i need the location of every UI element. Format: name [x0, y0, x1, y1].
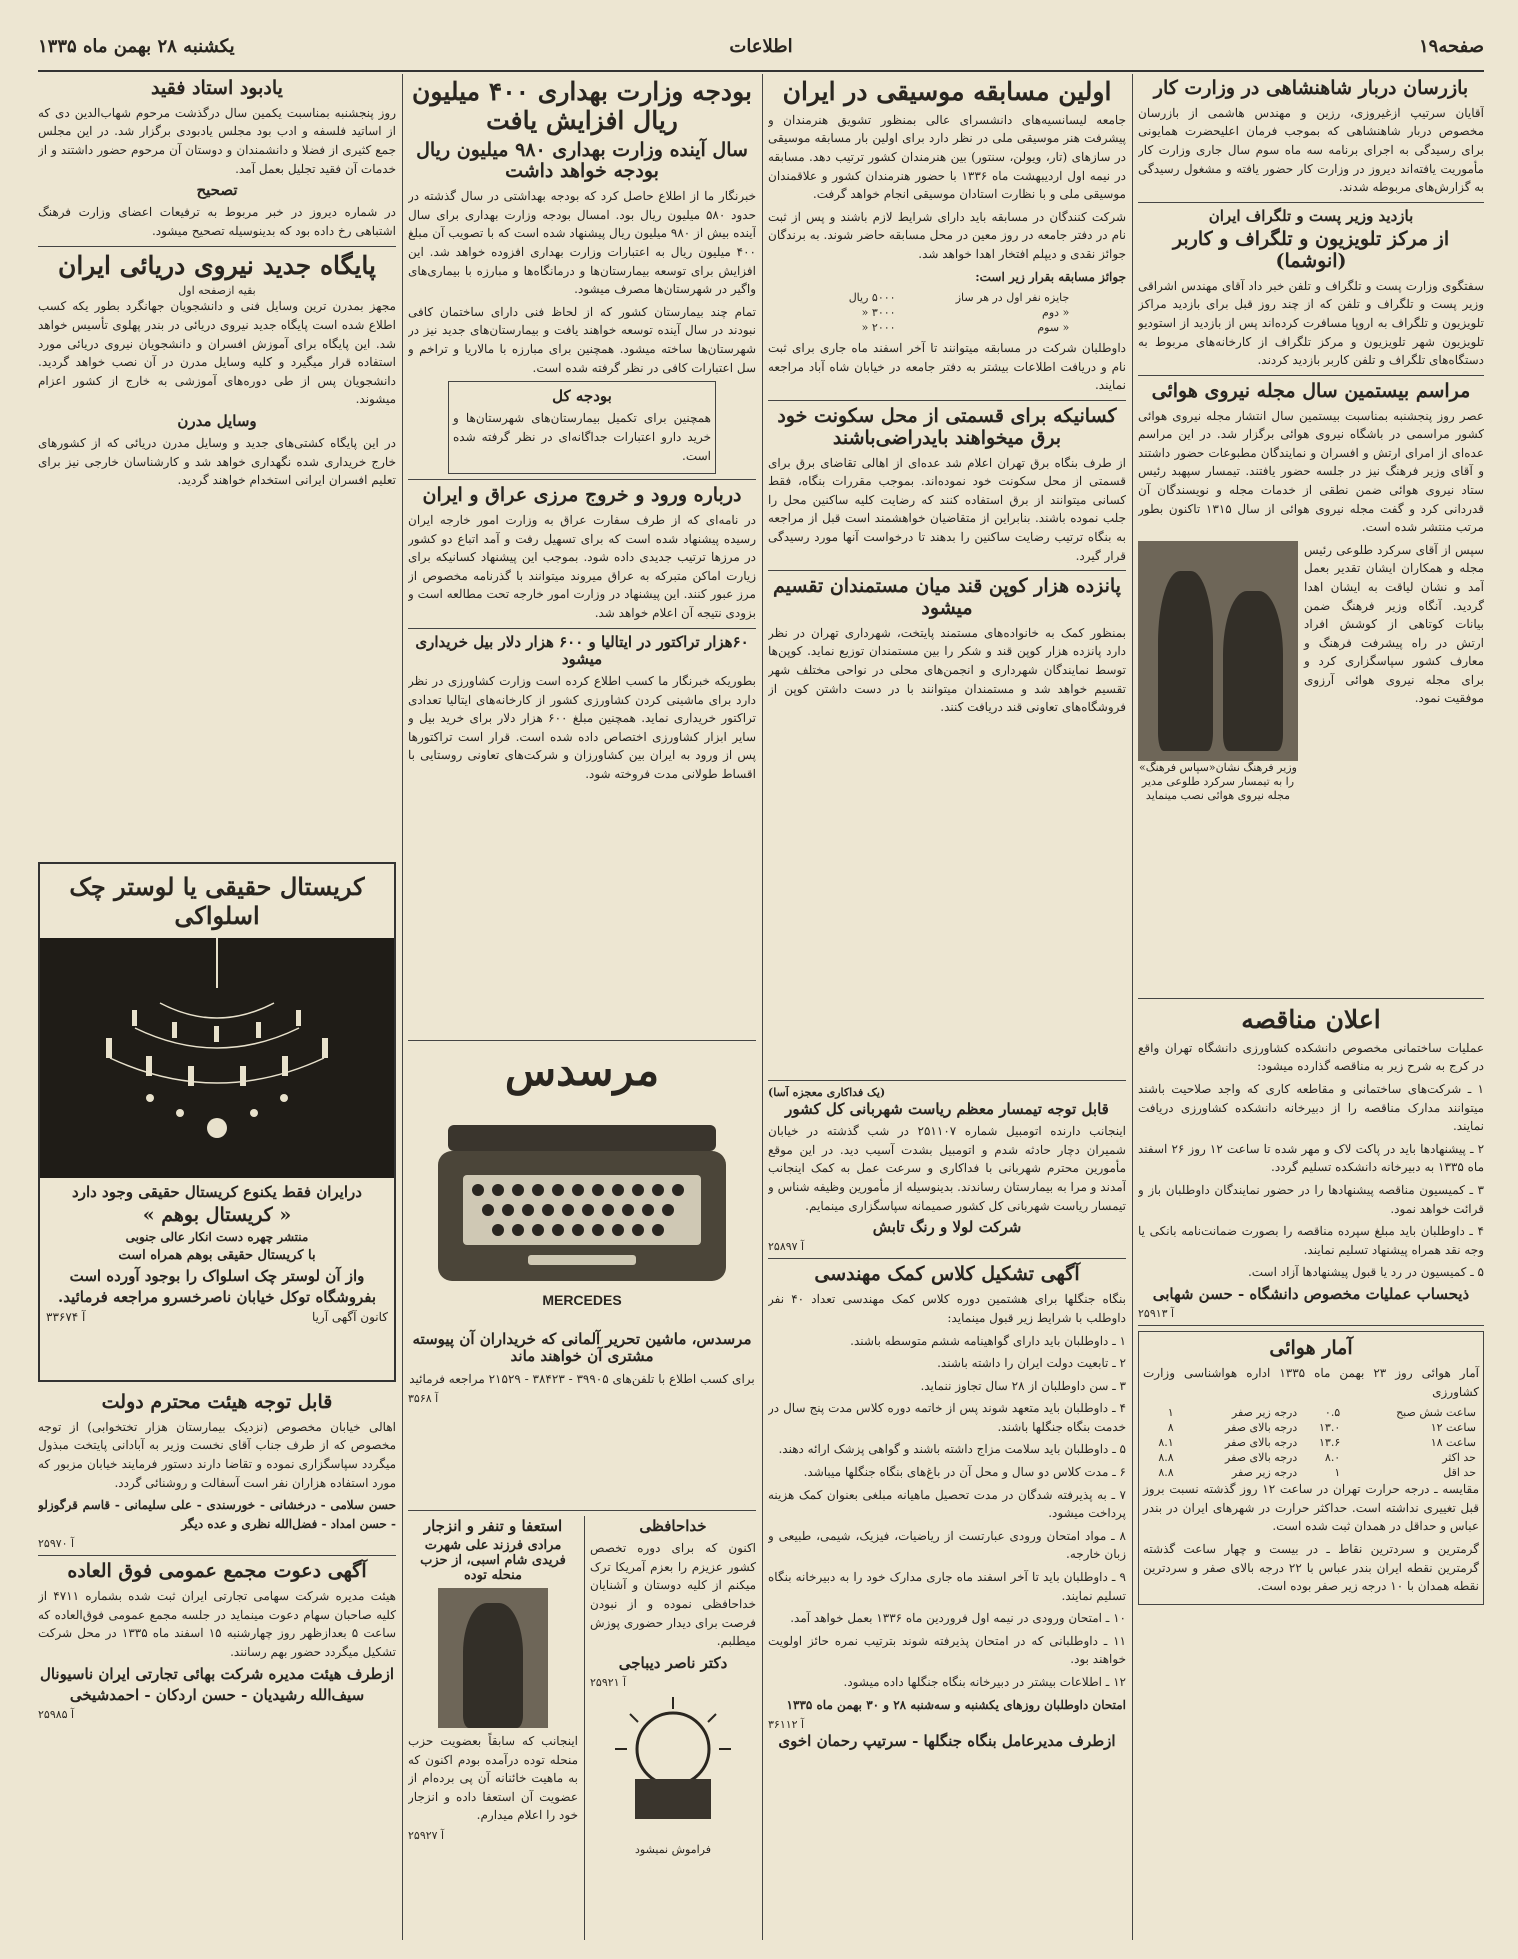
notice-body: هیئت مدیره شرکت سهامی تجارتی ایران ثبت شده بشماره ۴۷۱۱ از کلیه صاحبان سهام دعوت مینماید در جلسه مجمع عمومی فوق‌العاده که ساعت ۵ بعدازظهر روز چهارشنبه ۱۵ اسفند ماه ۱۳۳۵ در محل شرکت تشکیل میگردد حضور بهم رسانند.	[38, 1589, 396, 1660]
prize-row: جایزه نفر اول در هر ساز ۵۰۰۰ ریال	[848, 291, 1070, 305]
column-2-top	[768, 76, 1126, 1076]
tender-item: ۵ ـ کمیسیون در رد یا قبول پیشنهادها آزاد است.	[1247, 1265, 1484, 1280]
notice-title: قابل توجه هیئت محترم دولت	[101, 1391, 333, 1413]
column-4-top	[38, 76, 396, 856]
weather-row: ساعت ۱۸ ۱۳.۶ درجه بالای صفر ۸.۱	[1158, 1436, 1476, 1450]
ad-ref: آ ۲۵۹۱۳	[1138, 1307, 1175, 1321]
article-body: عصر روز پنجشنبه بمناسبت بیستمین سال انتشار مجله نیروی هوائی کشور مراسمی در باشگاه نیروی هوائی برگزار شد. در این مراسم عده‌ای از امرای ارتش و افسران و نمایندگان مطبوعات حضور داشتند و آقای وزیر فرهنگ نیز در جلسه حضور یافتند. تیمسار سپهبد رئیس ستاد نیروی هوائی ضمن نطقی از خدمات مجله و نویسندگان آن قدردانی کرد و گفت مجله نیروی هوائی از سال ۱۳۱۵ تاکنون بطور مرتب منتشر شده است.	[1138, 408, 1484, 535]
article-body: تمام چند بیمارستان کشور که از لحاظ فنی دارای ساختمان کافی نبودند در سال آینده توسعه خواهند یافت و بیمارستان‌های جدید نیز در شهرستان‌ها ساخته میشود. همچنین برای مبارزه با مالاریا و تراخم و سل اعتبارات کافی در نظر گرفته شده است.	[408, 304, 756, 375]
portrait-photo	[438, 1588, 548, 1728]
column-rule	[584, 1516, 585, 1940]
column-rule	[402, 74, 403, 1940]
divider	[38, 246, 396, 247]
emblem-icon	[590, 1689, 756, 1839]
article-body: در این پایگاه کشتی‌های جدید و وسایل مدرن دریائی که از کشورهای خارج خریداری شده نگهداری خواهد شد و کارشناسان خارجی نیز برای تعلیم افسران ایرانی استخدام خواهند گردید.	[38, 436, 396, 488]
ad-item: ۹ ـ داوطلبان باید تا آخر اسفند ماه جاری مدارک خود را به دبیرخانه بنگاه تسلیم نمایند.	[768, 1570, 1126, 1603]
ad-item: ۱۱ ـ داوطلبانی که در امتحان پذیرفته شوند بترتیب نمره حائز اولویت خواهند بود.	[768, 1633, 1126, 1667]
resignation-ad	[408, 1516, 578, 1940]
ad-signature: ازطرف مدیرعامل بنگاه جنگلها - سرتیپ رحمان اخوی	[778, 1732, 1116, 1751]
article-title: مراسم بیستمین سال مجله نیروی هوائی	[1151, 379, 1471, 402]
chandelier-illustration	[40, 938, 394, 1178]
crystal-text: منتشر چهره دست انکار عالی جنوبی	[125, 1230, 309, 1245]
weather-intro: آمار هوائی روز ۲۳ بهمن ماه ۱۳۳۵ اداره هواشناسی وزارت کشاورزی	[1143, 1365, 1479, 1399]
weather-row: حد اقل ۱ درجه زیر صفر ۸.۸	[1158, 1466, 1476, 1480]
article-title: بازدید وزیر پست و تلگراف ایران	[1208, 206, 1414, 225]
correction-title: تصحیح	[196, 181, 238, 200]
ad-item: ۸ ـ مواد امتحان ورودی عبارتست از ریاضیات، فیزیک، شیمی، طبیعی و زبان خارجه.	[768, 1528, 1126, 1562]
article-title: کسانیکه برای قسمتی از محل سکونت خود برق میخواهند بایدراضی‌باشند	[777, 404, 1117, 449]
notice-signature: شرکت لولا و رنگ تابش	[872, 1218, 1022, 1237]
article-title: بازرسان دربار شاهنشاهی در وزارت کار	[1153, 77, 1469, 99]
divider	[768, 1258, 1126, 1259]
tender-title: اعلان مناقصه	[1241, 1005, 1381, 1034]
section-rule	[768, 1080, 1126, 1081]
box-title: بودجه کل	[552, 387, 612, 406]
weather-box	[1138, 1331, 1484, 1605]
article-subhead: سال آینده وزارت بهداری ۹۸۰ میلیون ریال بودجه خواهد داشت	[416, 138, 748, 183]
ad-item: ۶ ـ مدت کلاس دو سال و محل آن در باغ‌های بنگاه جنگلها میباشد.	[803, 1465, 1126, 1480]
photo-caption: وزیر فرهنگ نشان«سپاس فرهنگ» را به تیمسار سرکرد طلوعی مدیر مجله نیروی هوائی نصب مینماید	[1139, 760, 1297, 803]
page-number: صفحه۱۹	[1418, 36, 1484, 57]
crystal-store: بفروشگاه توکل خیابان ناصرخسرو مراجعه فرمائید.	[57, 1288, 377, 1307]
article-title: درباره ورود و خروج مرزی عراق و ایران	[422, 484, 742, 507]
correction-body: در شماره دیروز در خبر مربوط به ترفیعات اعضای وزارت فرهنگ اشتباهی رخ داده بود که بدینوسیله تصحیح میشود.	[38, 205, 396, 239]
weather-table	[1143, 1405, 1479, 1480]
column-rule	[762, 74, 763, 1940]
article-subhead: وسایل مدرن	[177, 411, 257, 430]
paper-name: اطلاعات	[729, 36, 793, 57]
article-body: روز پنجشنبه بمناسبت یکمین سال درگذشت مرحوم شهاب‌الدین دی که از اساتید فلسفه و ادب بود مجلس یادبودی برگزار شد. در این مجلس جمع کثیری از فضلا و دانشمندان و دوستان آن مرحوم حضور داشتند و از خدمات آن فقید تجلیل بعمل آمد.	[38, 105, 396, 176]
crystal-text: واز آن لوستر چک اسلواک را بوجود آورده است	[69, 1266, 365, 1285]
ad-item: ۲ ـ تابعیت دولت ایران را داشته باشند.	[937, 1356, 1126, 1371]
issue-date: یکشنبه ۲۸ بهمن ماه ۱۳۳۵	[38, 36, 235, 57]
ad-ref: آ ۲۵۹۷۰	[38, 1537, 75, 1551]
spacebar	[528, 1255, 636, 1265]
budget-box	[448, 381, 716, 474]
doctor-name: دکتر ناصر دیباجی	[618, 1653, 728, 1672]
prize-table	[822, 290, 1073, 335]
ad-item: ۳ ـ سن داوطلبان از ۲۸ سال تجاوز ننماید.	[920, 1378, 1126, 1393]
weather-row: حد اکثر ۸.۰ درجه بالای صفر ۸.۸	[1158, 1451, 1476, 1465]
continued-label: بقیه ازصفحه اول	[178, 284, 256, 298]
farewell-body: اکنون که برای دوره تخصص کشور عزیزم را بعزم آمریکا ترک میکنم از کلیه دوستان و آشنایان خداحافظی نموده و از نبودن فرصت برای دیدار حضوری پوزش میطلبم.	[590, 1541, 756, 1649]
ad-item: ۴ ـ داوطلبان باید متعهد شوند پس از خاتمه دوره کلاس مدت پنج سال در خدمت بنگاه جنگلها باشند.	[768, 1401, 1126, 1434]
article-subtitle: از مرکز تلویزیون و تلگراف و کاربر (انوشما)	[1172, 228, 1450, 272]
article-title: یادبود استاد فقید	[151, 77, 283, 99]
mercedes-brand: مرسدس	[504, 1046, 660, 1095]
mercedes-tagline: مرسدس، ماشین تحریر آلمانی که خریداران آن پیوسته مشتری آن خواهند ماند	[412, 1330, 752, 1366]
article-body: از طرف بنگاه برق تهران اعلام شد عده‌ای از اهالی تقاضای برق برای قسمتی از محل سکونت خود نموده‌اند. بموجب مقررات بنگاه، فقط کسانی میتوانند از برق استفاده کنند که رضایت کلیه ساکنین محل را جلب نموده باشند. بنابراین از متقاضیان خواهشمند است قبل از مراجعه به بنگاه ترتیب رضایت ساکنین را بدهند تا درخواست آنها مورد رسیدگی قرار گیرد.	[768, 455, 1126, 563]
news-photo	[1138, 541, 1298, 761]
section-rule	[408, 1510, 756, 1511]
weather-row: ساعت شش صبح ۰.۵ درجه زیر صفر ۱	[1167, 1406, 1476, 1420]
divider	[768, 400, 1126, 401]
box-body: همچنین برای تکمیل بیمارستان‌های شهرستان‌ها و خرید دارو اعتبارات جداگانه‌ای در نظر گرفته شده است.	[453, 411, 711, 463]
column-1-top	[1138, 76, 1484, 996]
notice-names: حسن سلامی - درخشانی - خورسندی - علی سلیمانی - قاسم قرگوزلو - حسن امداد - فضل‌الله نظری و عده دیگر	[38, 1498, 396, 1531]
article-body: جامعه لیسانسیه‌های دانشسرای عالی بمنظور تشویق هنرمندان و پیشرفت هنر موسیقی ملی در نظر دارد برای اولین بار مسابقه موسیقی در سازهای (تار، ویولن، سنتور) بین هنرمندان کشور ترتیب دهد. مسابقه در نیمه اول اردیبهشت ماه ۱۳۳۶ با حضور هنرمندان کشور و علاقمندان موسیقی ملی و با نظارت استادان موسیقی انجام خواهد گرفت.	[768, 112, 1126, 202]
article-body: داوطلبان شرکت در مسابقه میتوانند تا آخر اسفند ماه جاری برای ثبت نام و دریافت اطلاعات بیشتر به دفتر جامعه در خیابان شاه آباد مراجعه نمایند.	[768, 341, 1126, 393]
resignation-body: اینجانب که سابقاً بعضویت حزب منحله توده درآمده بودم اکنون که به ماهیت خائنانه آن پی برده‌ام از عضویت آن استعفا داده و انزجار خود را اعلام میدارم.	[408, 1734, 578, 1823]
weather-note: مقایسه ـ درجه حرارت تهران در ساعت ۱۲ روز گذشته نسبت بروز قبل تغییری نداشته است. حداکثر حرارت در شهرهای ایران در بندر عباس و حداقل در همدان ثبت شده است.	[1143, 1482, 1479, 1534]
ad-ref: آ ۲۵۹۲۷	[408, 1829, 445, 1843]
mercedes-ad	[408, 1046, 756, 1506]
ad-ref: آ ۳۵۶۸	[408, 1392, 439, 1406]
prize-row: « سوم ۲۰۰۰ «	[861, 321, 1070, 335]
article-body: بمنظور کمک به خانواده‌های مستمند پایتخت، شهرداری تهران در نظر دارد پانزده هزار کوپن قند و شکر را بین مستمندان توزیع نماید. کوپن‌ها توسط نمایندگان شهرداری و انجمن‌های محلی در نواحی مختلف شهر تقسیم خواهد شد و مستمندان میتوانند با در دست داشتن کوپن از فروشگاه‌های تعاونی قند دریافت کنند.	[768, 625, 1126, 715]
notice-title: قابل توجه تیمسار معظم ریاست شهربانی کل کشور	[785, 1100, 1109, 1118]
prize-header: جوائز مسابقه بقرار زیر است:	[975, 269, 1126, 284]
divider	[408, 628, 756, 629]
crystal-brand: « کریستال بوهم »	[142, 1204, 292, 1227]
tender-item: ۴ ـ داوطلبان باید مبلغ سپرده مناقصه را بصورت ضمانت‌نامه بانکی یا وجه نقد همراه پیشنهاد تسلیم نمایند.	[1138, 1224, 1484, 1257]
ad-item: ۱ ـ داوطلبان باید دارای گواهینامه ششم متوسطه باشند.	[850, 1333, 1126, 1348]
article-body: خبرنگار ما از اطلاع حاصل کرد که بودجه بهداشتی در سال گذشته در حدود ۵۸۰ میلیون ریال بود. امسال بودجه وزارت بهداری برای سال آینده بیش از ۹۸۰ میلیون ریال پیشنهاد شده است که با تصویب آن مبلغ ۴۰۰ میلیون ریال به اعتبارات وزارت بهداری افزوده خواهد شد. این افزایش برای توسعه بیمارستان‌ها و درمانگاه‌ها و مبارزه با بیماری‌های واگیر در شهرستان‌ها مصرف میشود.	[408, 189, 756, 297]
ad-item: ۱۰ ـ امتحان ورودی در نیمه اول فروردین ماه ۱۳۳۶ بعمل خواهد آمد.	[790, 1611, 1126, 1626]
weather-row: ساعت ۱۲ ۱۳.۰ درجه بالای صفر ۸	[1167, 1421, 1476, 1435]
article-body: در نامه‌ای که از طرف سفارت عراق به وزارت امور خارجه ایران رسیده پیشنهاد شده است که برای تسهیل رفت و آمد اتباع دو کشور در مرزها ترتیب جدیدی داده شود. بموجب این پیشنهاد کسانیکه برای زیارت اماکن متبرکه به عراق میروند میتوانند با گذرنامه مخصوص از مرز عبور کنند. این پیشنهاد در وزارت امور خارجه تحت مطالعه است و بزودی نتیجه آن اعلام خواهد شد.	[408, 513, 756, 620]
article-body: مجهز بمدرن ترین وسایل فنی و دانشجویان جهانگرد بطور یکه کسب اطلاع شده است پایگاه جدید نیروی دریائی در بندر پهلوی تأسیس خواهد شد. این پایگاه برای آموزش افسران و دانشجویان نیروی دریائی مورد استفاده قرار میگیرد و کلیه وسایل مدرن در آن نصب خواهد گردید. دانشجویان پس از طی دوره‌های آموزشی به خارج از کشور اعزام میشوند.	[38, 299, 396, 407]
ad-ref: آ ۲۵۹۸۵	[38, 1708, 75, 1722]
article-body: شرکت کنندگان در مسابقه باید دارای شرایط لازم باشند و پس از ثبت نام در دفتر جامعه در روز معین در محل مسابقه حاضر شوند. به برندگان جوائز نقدی و دیپلم افتخار اهدا خواهد شد.	[768, 209, 1126, 261]
article-headline: بودجه وزارت بهداری ۴۰۰ میلیون ریال افزایش یافت	[412, 77, 752, 135]
crystal-text: با کریستال حقیقی بوهم همراه است	[118, 1247, 316, 1263]
weather-note: گرمترین و سردترین نقاط ـ در بیست و چهار ساعت گذشته گرمترین نقطه ایران بندر عباس با ۲۲ درجه بالای صفر و سردترین نقطه همدان با ۱۰ درجه زیر صفر بوده است.	[1143, 1541, 1479, 1594]
ad-intro: بنگاه جنگلها برای هشتمین دوره کلاس کمک مهندسی تعداد ۴۰ نفر داوطلب با شرایط زیر قبول مینماید:	[768, 1292, 1126, 1325]
typewriter-illustration	[408, 1095, 756, 1325]
notice-body: اینجانب دارنده اتومبیل شماره ۲۵۱۱۰۷ در شب گذشته در خیابان شمیران دچار حادثه شدم و اتومبیل بشدت آسیب دید. در این موقع مأمورین محترم شهربانی با فداکاری و سرعت عمل به کمک اینجانب آمدند و مرا به بیمارستان رساندند. بدینوسیله از مأمورین وظیفه شناس و تیمسار ریاست شهربانی کل کشور صمیمانه سپاسگزاری مینمایم.	[768, 1124, 1126, 1213]
tender-item: ۳ ـ کمیسیون مناقصه پیشنهادها را در حضور نمایندگان داوطلبان باز و قرائت خواهد نمود.	[1138, 1182, 1484, 1216]
tender-signature: ذیحساب عملیات مخصوص دانشگاه - حسن شهابی	[1152, 1284, 1470, 1303]
divider	[1138, 1325, 1484, 1326]
section-rule	[408, 1040, 756, 1041]
tender-item: ۲ ـ پیشنهادها باید در پاکت لاک و مهر شده تا ساعت ۱۲ روز ۲۶ اسفند ماه ۱۳۳۵ به دبیرخانه دانشکده تسلیم گردد.	[1138, 1141, 1484, 1175]
platen	[448, 1125, 716, 1151]
notice-tag: (یک فداکاری معجزه آسا)	[768, 1086, 886, 1099]
resignation-subtitle: مرادی فرزند علی شهرت فریدی شام اسبی، از حزب منحله توده	[420, 1538, 566, 1584]
weather-title: آمار هوائی	[1269, 1337, 1353, 1360]
farewell-title: خداحافظی	[639, 1517, 707, 1535]
ad-ref: آ ۲۵۹۲۱	[590, 1676, 627, 1690]
article-title: اولین مسابقه موسیقی در ایران	[782, 77, 1112, 106]
article-body: بطوریکه خبرنگار ما کسب اطلاع کرده است وزارت کشاورزی در نظر دارد برای ماشینی کردن کشاورزی کشور از کارخانه‌های ایتالیا تعدادی تراکتور خریداری نماید. همچنین مبلغ ۶۰۰ هزار دلار برای خرید بیل و سایر ابزار کشاورزی اختصاص داده شده است. قرار است تراکتورها پس از ورود به ایران بین کشاورزان و شرکت‌های تعاونی روستایی با اقساط طولانی مدت فروخته شود.	[408, 674, 756, 782]
column-3-top	[408, 76, 756, 1036]
article-body: سپس از آقای سرکرد طلوعی رئیس مجله و همکاران ایشان تقدیر بعمل آمد و نشان لیاقت به ایشان اهدا گردید. آنگاه وزیر فرهنگ ضمن بیانات کوتاهی از کوشش افراد ارتش در راه پیشرفت فرهنگ و معارف کشور سپاسگزاری کرد و برای مجله نیروی هوائی آرزوی موفقیت نمود.	[1304, 542, 1484, 706]
notice-title: آگهی دعوت مجمع عمومی فوق العاده	[67, 1560, 367, 1583]
ad-ref: آ ۳۶۱۱۲	[768, 1718, 805, 1732]
notice-signature: ازطرف هیئت مدیره شرکت بهائی تجارتی ایران ناسیونال	[39, 1664, 395, 1683]
crystal-text: درایران فقط یکنوع کریستال حقیقی وجود دارد	[72, 1183, 362, 1201]
column-1-bottom	[1138, 1004, 1484, 1940]
article-title: ۶۰هزار تراکتور در ایتالیا و ۶۰۰ هزار دلار بیل خریداری میشود	[415, 632, 749, 668]
divider	[408, 479, 756, 480]
article-title: پایگاه جدید نیروی دریائی ایران	[57, 250, 377, 280]
article-body: آقایان سرتیپ ازغیروزی، رزین و مهندس هاشمی از بازرسان مخصوص دربار شاهنشاهی که بموجب فرمان اعلیحضرت همایونی برای رسیدگی به اجرای برنامه سه ماه سوم سال جاری وزارت کار مأموریت یافته‌اند دیروز در وزارت کار حضور یافته و مشغول رسیدگی به گزارش‌های مربوطه شدند.	[1138, 105, 1484, 195]
article-body: سفتگوی وزارت پست و تلگراف و تلفن خبر داد آقای مهندس اشراقی وزیر پست و تلگراف و تلفن که از چند روز قبل برای بازدید مراکز تلویزیون و تلگراف به اروپا مسافرت کرده‌اند پس از بازدید از استودیو تلویزیون شهر تلویزیون و مرکز تلگراف از کارخانه‌های مربوط به دستگاه‌های تلگراف و تلفن کاربر بازدید کردند.	[1138, 278, 1484, 368]
ad-ref: آ ۳۳۶۷۴	[46, 1310, 86, 1325]
agency-name: کانون آگهی آریا	[311, 1310, 388, 1325]
page-header	[38, 30, 1484, 72]
resignation-title: استعفا و تنفر و انزجار	[423, 1517, 563, 1535]
tender-body: عملیات ساختمانی مخصوص دانشکده کشاورزی دانشگاه تهران واقع در کرج به شرح زیر به مناقصه گذارده میشود:	[1138, 1040, 1484, 1074]
crystal-ad-title: کریستال حقیقی یا لوستر چک اسلواکی	[69, 872, 365, 930]
prize-row: « دوم ۳۰۰۰ «	[861, 306, 1070, 320]
crystal-ad	[38, 862, 396, 1382]
ad-title: آگهی تشکیل کلاس کمک مهندسی	[814, 1263, 1080, 1286]
article-title: پانزده هزار کوپن قند میان مستمندان تقسیم میشود	[773, 575, 1121, 619]
emblem-caption: فراموش نمیشود	[634, 1843, 712, 1857]
column-4-bottom	[38, 1390, 396, 1940]
ad-item: ۱۲ ـ اطلاعات بیشتر در دبیرخانه بنگاه جنگلها داده میشود.	[843, 1675, 1126, 1689]
notice-body: اهالی خیابان مخصوص (نزدیک بیمارستان هزار تختخوابی) از توجه مخصوص که از طرف جناب آقای نخست وزیر به آبادانی پایتخت مبذول میگردد سپاسگزاری نموده و تقاضا دارند دستور فرمایند خیابان مزبور که مورد استفاده هزاران نفر است آسفالت و روشنائی گردد.	[38, 1419, 396, 1490]
divider	[1138, 202, 1484, 203]
column-rule	[1132, 74, 1133, 1940]
notice-signature: سیف‌الله رشیدیان - حسن اردکان - احمدشیخی	[69, 1685, 365, 1704]
tender-item: ۱ ـ شرکت‌های ساختمانی و مقاطعه کاری که واجد صلاحیت باشند میتوانند مدارک مناقصه را از دبیرخانه دانشکده کشاورزی دریافت نمایند.	[1138, 1081, 1484, 1134]
ad-footer: امتحان داوطلبان روزهای یکشنبه و سه‌شنبه ۲۸ و ۳۰ بهمن ماه ۱۳۳۵	[786, 1697, 1126, 1712]
doctor-farewell-ad	[590, 1516, 756, 1940]
ad-item: ۵ ـ داوطلبان باید سلامت مزاج داشته باشند و گواهی پزشک ارائه دهند.	[778, 1442, 1126, 1457]
section-rule	[1138, 998, 1484, 999]
column-2-bottom	[768, 1086, 1126, 1940]
divider	[768, 570, 1126, 571]
divider	[38, 1555, 396, 1556]
mercedes-info: برای کسب اطلاع با تلفن‌های ۳۹۹۰۵ - ۳۸۴۲۳ - ۲۱۵۲۹ مراجعه فرمائید	[409, 1371, 755, 1386]
divider	[1138, 375, 1484, 376]
typewriter-label: MERCEDES	[542, 1292, 622, 1308]
ad-item: ۷ ـ به پذیرفته شدگان در مدت تحصیل ماهیانه مبلغی بعنوان کمک هزینه پرداخت میشود.	[768, 1487, 1126, 1521]
ad-ref: آ ۲۵۸۹۷	[768, 1240, 805, 1254]
